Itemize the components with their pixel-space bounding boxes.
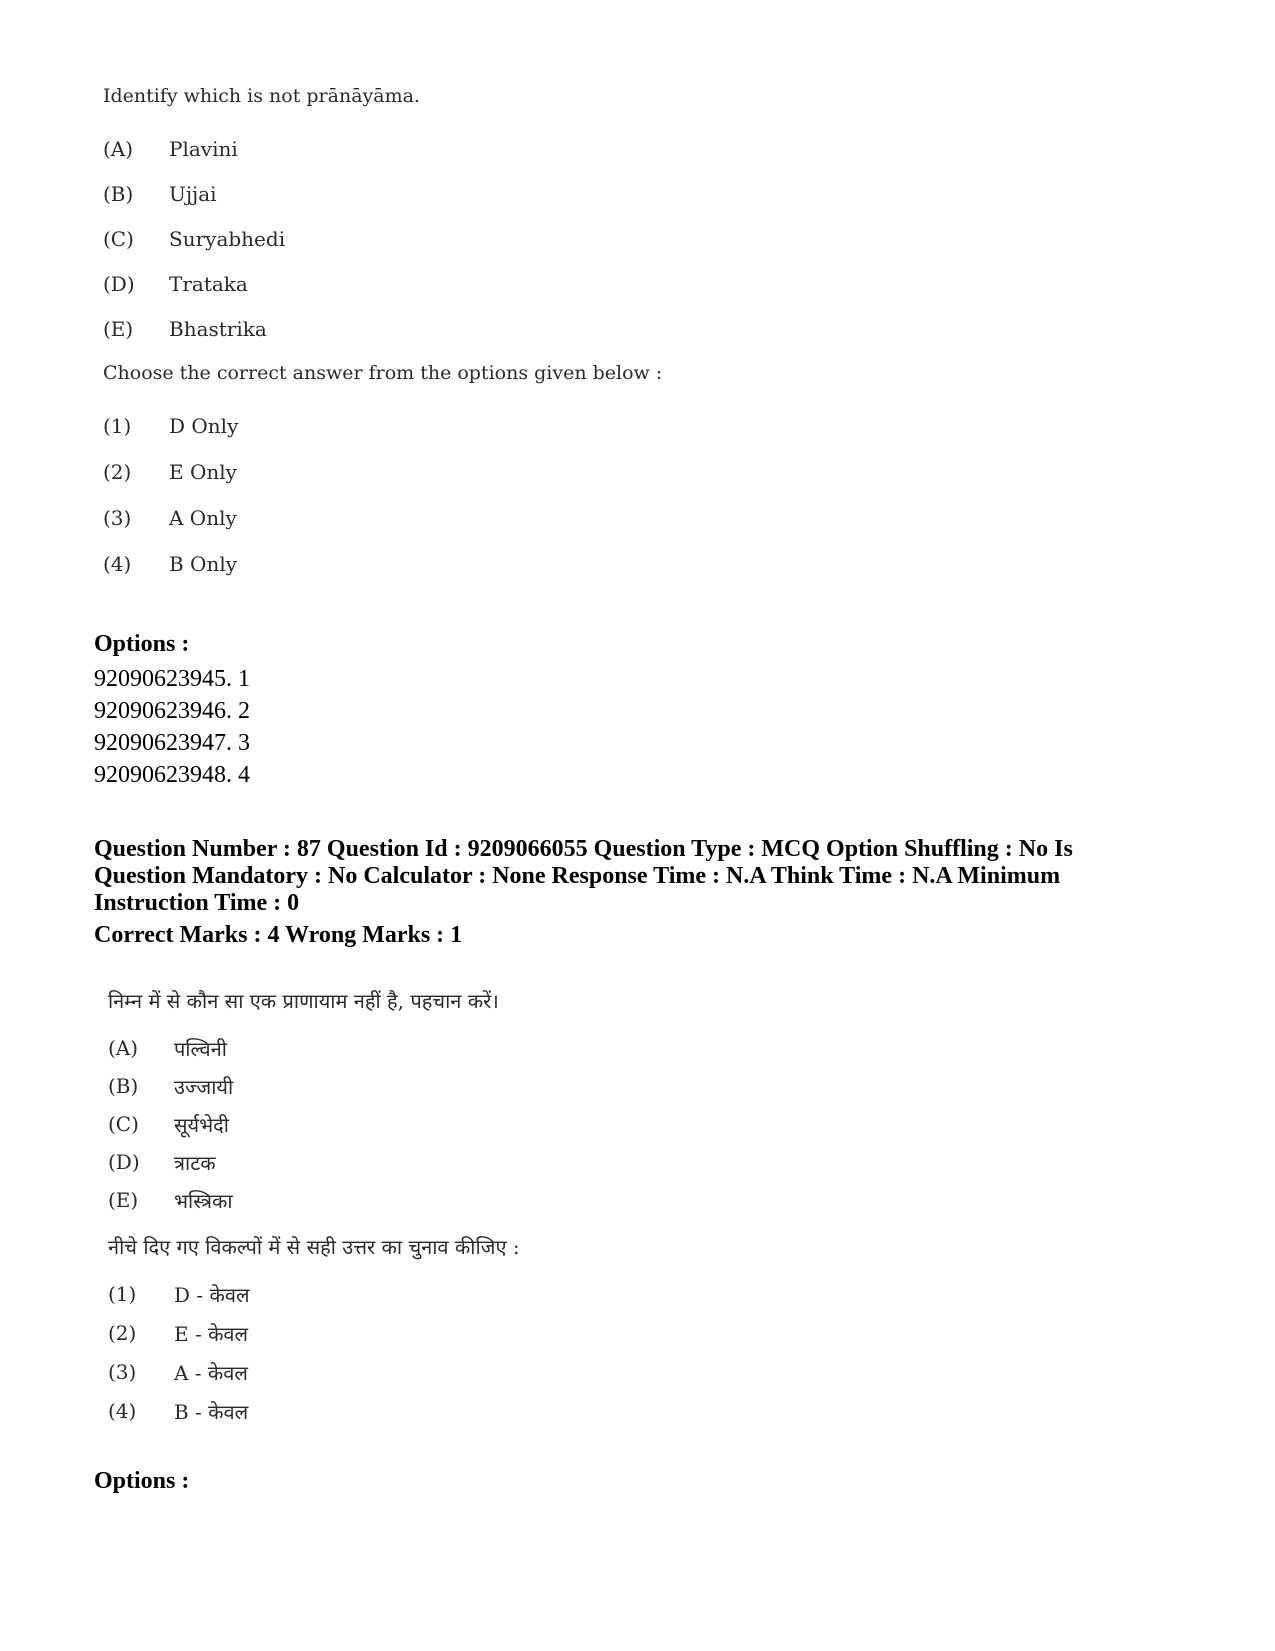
answer-row [103, 506, 803, 530]
item-row [108, 1074, 808, 1098]
answer-label: (1) [108, 1282, 137, 1306]
option-id-item: 92090623948. 4 [94, 762, 250, 788]
item-row [108, 1188, 808, 1212]
option-id-list [94, 663, 1094, 791]
question-86-stem: Identify which is not prānāyāma. [103, 85, 420, 107]
answer-text: D - केवल [174, 1282, 250, 1307]
item-label: (E) [108, 1188, 139, 1212]
answer-text: B Only [169, 552, 238, 576]
item-row [103, 137, 803, 161]
answer-text: D Only [169, 414, 239, 438]
item-text: उज्जायी [174, 1074, 234, 1099]
question-87-scan [108, 990, 808, 1438]
item-label: (D) [108, 1150, 140, 1174]
answer-label: (4) [103, 552, 132, 576]
answer-text: E - केवल [174, 1321, 249, 1346]
answer-label: (4) [108, 1399, 137, 1423]
question-87-stem: निम्न में से कौन सा एक प्राणायाम नहीं है, पहचान करें। [108, 989, 499, 1013]
answer-label: (2) [108, 1321, 137, 1345]
item-label: (D) [103, 272, 135, 296]
item-label: (A) [108, 1036, 139, 1060]
question-87-instruction: नीचे दिए गए विकल्पों में से सही उत्तर का चुनाव कीजिए : [108, 1235, 520, 1259]
item-text: Suryabhedi [169, 227, 286, 251]
answer-label: (3) [108, 1360, 137, 1384]
option-id-item: 92090623946. 2 [94, 698, 250, 724]
item-label: (B) [108, 1074, 139, 1098]
item-row [108, 1112, 808, 1136]
answer-row [108, 1399, 808, 1423]
item-row [103, 182, 803, 206]
item-label: (B) [103, 182, 134, 206]
answer-row [108, 1360, 808, 1384]
item-text: त्राटक [174, 1150, 216, 1175]
question-86-answers [103, 414, 803, 576]
item-row [103, 317, 803, 341]
item-row [108, 1150, 808, 1174]
item-text: Trataka [169, 272, 248, 296]
option-id-item: 92090623945. 1 [94, 666, 250, 692]
answer-label: (1) [103, 414, 132, 438]
question-86-items [103, 137, 803, 341]
option-id-item: 92090623947. 3 [94, 730, 250, 756]
item-text: Bhastrika [169, 317, 267, 341]
item-text: सूर्यभेदी [174, 1112, 229, 1137]
item-label: (A) [103, 137, 134, 161]
item-text: Plavini [169, 137, 238, 161]
item-label: (E) [103, 317, 134, 341]
answer-label: (3) [103, 506, 132, 530]
answer-row [108, 1321, 808, 1345]
item-label: (C) [103, 227, 134, 251]
item-text: भस्त्रिका [174, 1188, 233, 1213]
answer-text: A - केवल [174, 1360, 248, 1385]
item-text: Ujjai [169, 182, 217, 206]
question-87-items [108, 1036, 808, 1212]
answer-row [103, 414, 803, 438]
answer-row [108, 1282, 808, 1306]
answer-text: A Only [169, 506, 237, 530]
answer-row [103, 460, 803, 484]
item-row [103, 272, 803, 296]
question-87-header: Question Number : 87 Question Id : 9209066055 Question Type : MCQ Option Shuffling : No Is Question Mandatory : No Calculator : None Response Time : N.A Think Time : N.A Minimum Instruction Time : 0 [94, 836, 1073, 916]
question-87-answers [108, 1282, 808, 1423]
question-87-marks: Correct Marks : 4 Wrong Marks : 1 [94, 922, 463, 948]
answer-text: B - केवल [174, 1399, 249, 1424]
item-row [103, 227, 803, 251]
answer-row [103, 552, 803, 576]
options-heading: Options : [94, 631, 190, 657]
answer-text: E Only [169, 460, 237, 484]
question-86-instruction: Choose the correct answer from the options given below : [103, 362, 663, 384]
question-86-scan [103, 85, 803, 598]
answer-label: (2) [103, 460, 132, 484]
item-text: पल्विनी [174, 1036, 227, 1061]
options-heading: Options : [94, 1468, 190, 1494]
item-row [108, 1036, 808, 1060]
item-label: (C) [108, 1112, 139, 1136]
